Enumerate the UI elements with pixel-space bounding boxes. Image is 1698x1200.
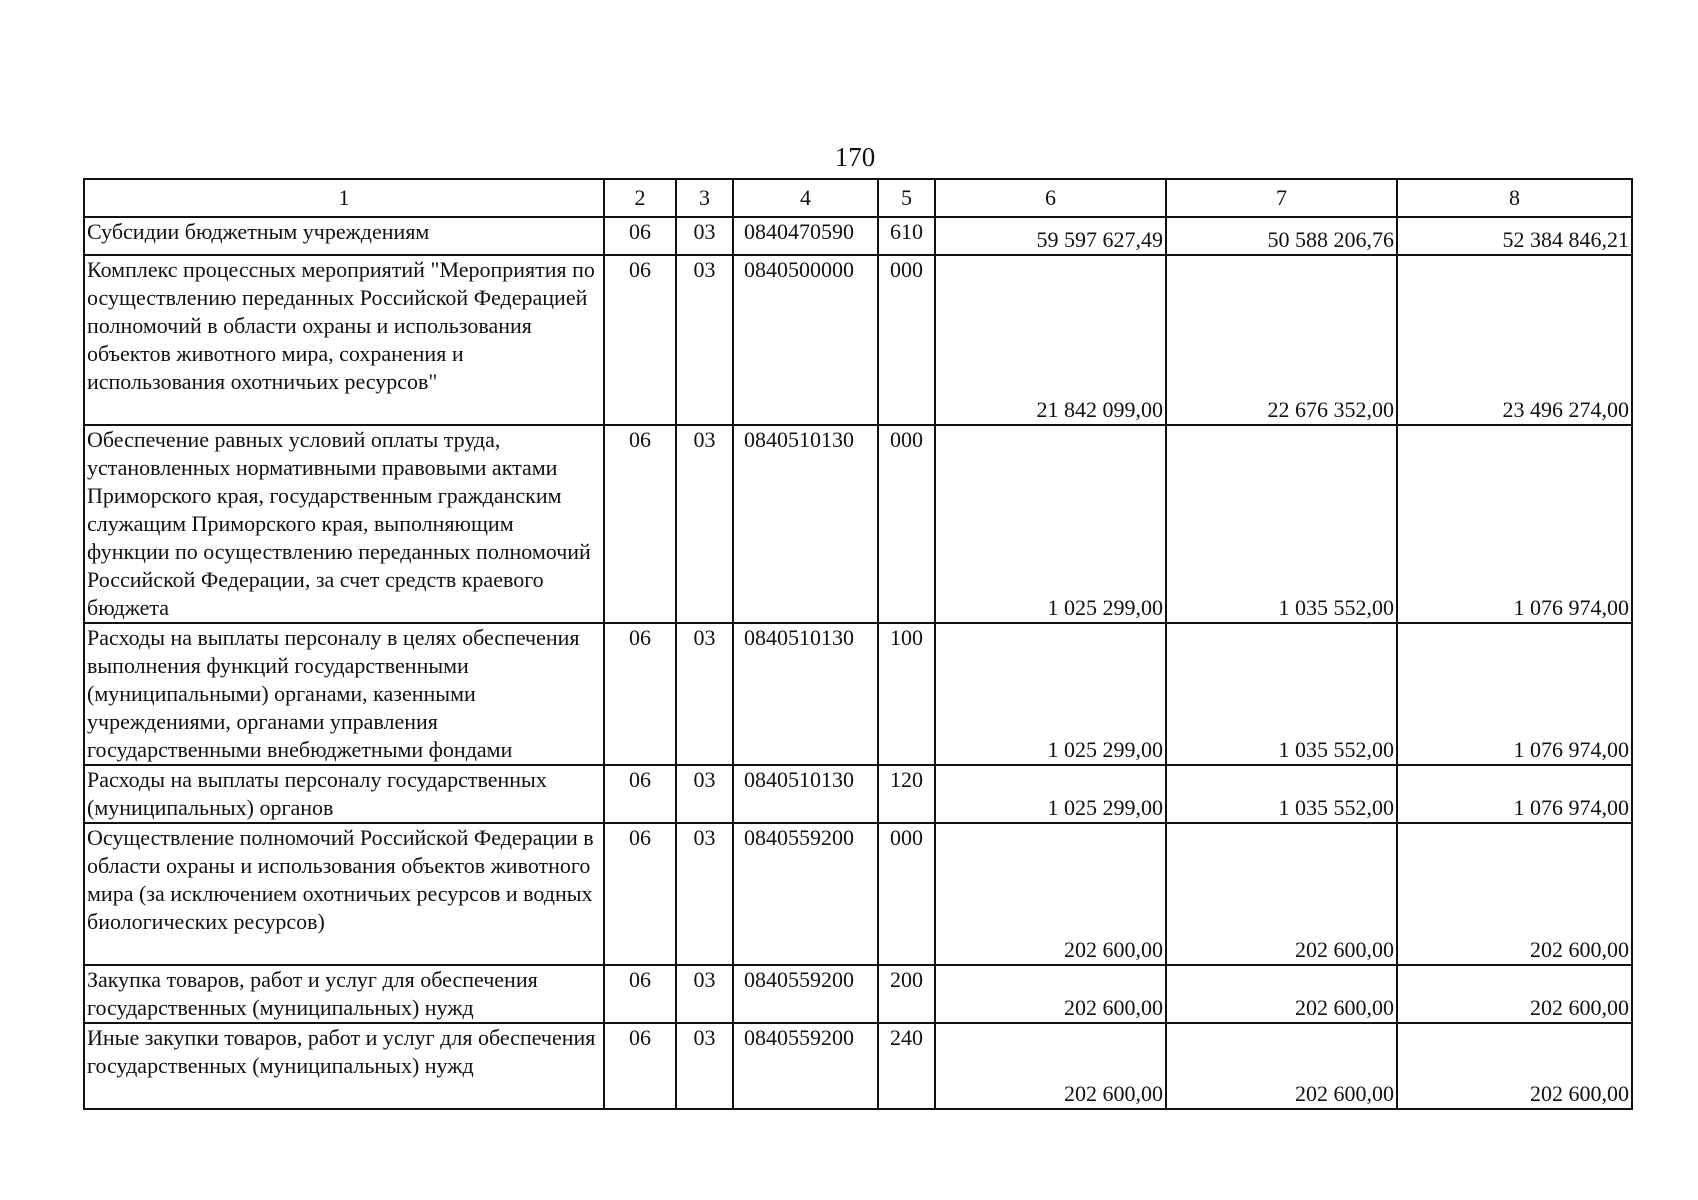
row-section: 06 xyxy=(604,623,676,765)
row-amount-col8: 202 600,00 xyxy=(1397,823,1632,965)
row-section: 06 xyxy=(604,965,676,1023)
table-row xyxy=(84,965,1632,1023)
row-subsection: 03 xyxy=(676,1023,733,1109)
row-subsection: 03 xyxy=(676,217,733,255)
row-amount-col6: 59 597 627,49 xyxy=(935,217,1166,255)
table-row xyxy=(84,823,1632,965)
row-amount-col8: 1 076 974,00 xyxy=(1397,623,1632,765)
row-expense-type: 000 xyxy=(878,425,935,623)
row-amount-col8: 202 600,00 xyxy=(1397,965,1632,1023)
row-section: 06 xyxy=(604,217,676,255)
row-amount-col8: 23 496 274,00 xyxy=(1397,255,1632,425)
row-amount-col7: 1 035 552,00 xyxy=(1166,425,1397,623)
row-section: 06 xyxy=(604,765,676,823)
budget-table xyxy=(83,178,1633,1110)
row-name: Осуществление полномочий Российской Федерации в области охраны и использования объектов животного мира (за исключением охотничьих ресурсов и водных биологических ресурсов) xyxy=(84,823,604,965)
row-section: 06 xyxy=(604,823,676,965)
row-amount-col6: 202 600,00 xyxy=(935,965,1166,1023)
table-row xyxy=(84,623,1632,765)
row-amount-col8: 52 384 846,21 xyxy=(1397,217,1632,255)
row-target-article: 0840559200 xyxy=(733,1023,878,1109)
row-target-article: 0840470590 xyxy=(733,217,878,255)
row-target-article: 0840510130 xyxy=(733,425,878,623)
row-subsection: 03 xyxy=(676,255,733,425)
row-name: Расходы на выплаты персоналу в целях обеспечения выполнения функций государственными (муниципальными) органами, казенными учреждениями, органами управления государственными внебюджетными фондами xyxy=(84,623,604,765)
row-subsection: 03 xyxy=(676,623,733,765)
table-row xyxy=(84,1023,1632,1109)
page-number: 170 xyxy=(834,142,876,172)
row-amount-col6: 21 842 099,00 xyxy=(935,255,1166,425)
row-expense-type: 000 xyxy=(878,823,935,965)
table-row xyxy=(84,765,1632,823)
table-row xyxy=(84,255,1632,425)
row-amount-col7: 50 588 206,76 xyxy=(1166,217,1397,255)
row-target-article: 0840559200 xyxy=(733,965,878,1023)
row-name: Расходы на выплаты персоналу государственных (муниципальных) органов xyxy=(84,765,604,823)
row-amount-col6: 202 600,00 xyxy=(935,1023,1166,1109)
row-target-article: 0840510130 xyxy=(733,623,878,765)
row-subsection: 03 xyxy=(676,765,733,823)
table-row xyxy=(84,425,1632,623)
row-amount-col6: 1 025 299,00 xyxy=(935,623,1166,765)
header-col-6: 6 xyxy=(935,179,1166,217)
row-amount-col7: 202 600,00 xyxy=(1166,823,1397,965)
row-expense-type: 240 xyxy=(878,1023,935,1109)
row-amount-col7: 202 600,00 xyxy=(1166,1023,1397,1109)
row-subsection: 03 xyxy=(676,425,733,623)
header-col-3: 3 xyxy=(676,179,733,217)
row-name: Обеспечение равных условий оплаты труда, установленных нормативными правовыми актами Приморского края, государственным гражданским служащим Приморского края, выполняющим функции по осуществлению переданных полномочий Российской Федерации, за счет средств краевого бюджета xyxy=(84,425,604,623)
header-col-2: 2 xyxy=(604,179,676,217)
row-amount-col7: 22 676 352,00 xyxy=(1166,255,1397,425)
row-amount-col7: 1 035 552,00 xyxy=(1166,765,1397,823)
row-target-article: 0840510130 xyxy=(733,765,878,823)
row-name: Субсидии бюджетным учреждениям xyxy=(84,217,604,255)
row-target-article: 0840500000 xyxy=(733,255,878,425)
header-col-5: 5 xyxy=(878,179,935,217)
header-row xyxy=(84,179,1632,217)
row-expense-type: 120 xyxy=(878,765,935,823)
row-name: Закупка товаров, работ и услуг для обеспечения государственных (муниципальных) нужд xyxy=(84,965,604,1023)
row-expense-type: 610 xyxy=(878,217,935,255)
row-subsection: 03 xyxy=(676,823,733,965)
header-col-7: 7 xyxy=(1166,179,1397,217)
header-col-4: 4 xyxy=(733,179,878,217)
row-subsection: 03 xyxy=(676,965,733,1023)
row-amount-col8: 1 076 974,00 xyxy=(1397,765,1632,823)
header-col-1: 1 xyxy=(84,179,604,217)
row-amount-col7: 1 035 552,00 xyxy=(1166,623,1397,765)
header-col-8: 8 xyxy=(1397,179,1632,217)
row-expense-type: 000 xyxy=(878,255,935,425)
row-name: Комплекс процессных мероприятий "Мероприятия по осуществлению переданных Российской Федерацией полномочий в области охраны и использования объектов животного мира, сохранения и использования охотничьих ресурсов" xyxy=(84,255,604,425)
row-target-article: 0840559200 xyxy=(733,823,878,965)
row-section: 06 xyxy=(604,425,676,623)
row-expense-type: 100 xyxy=(878,623,935,765)
row-amount-col6: 202 600,00 xyxy=(935,823,1166,965)
row-section: 06 xyxy=(604,255,676,425)
row-expense-type: 200 xyxy=(878,965,935,1023)
row-amount-col7: 202 600,00 xyxy=(1166,965,1397,1023)
row-name: Иные закупки товаров, работ и услуг для обеспечения государственных (муниципальных) нужд xyxy=(84,1023,604,1109)
row-section: 06 xyxy=(604,1023,676,1109)
row-amount-col8: 202 600,00 xyxy=(1397,1023,1632,1109)
row-amount-col6: 1 025 299,00 xyxy=(935,425,1166,623)
table-row xyxy=(84,217,1632,255)
row-amount-col6: 1 025 299,00 xyxy=(935,765,1166,823)
row-amount-col8: 1 076 974,00 xyxy=(1397,425,1632,623)
